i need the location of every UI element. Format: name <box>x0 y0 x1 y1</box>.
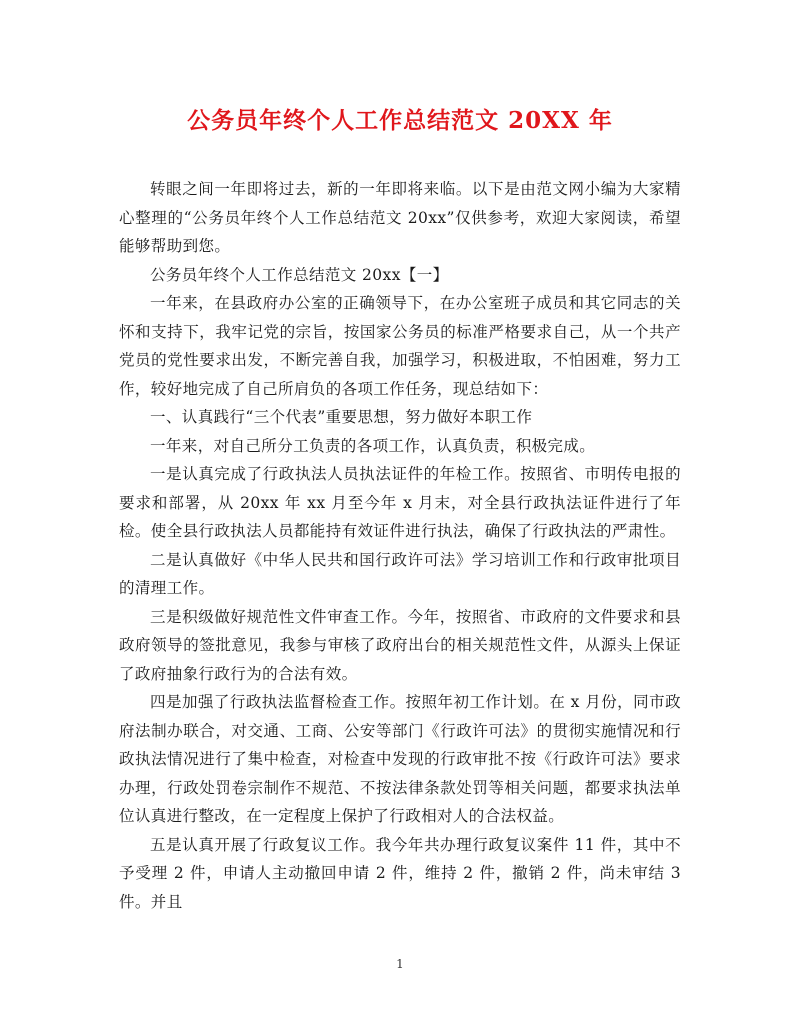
subheading-three-represents: 一、认真践行“三个代表”重要思想，努力做好本职工作 <box>150 408 533 426</box>
paragraph-item-two: 二是认真做好《中华人民共和国行政许可法》学习培训工作和行政审批项目的清理工作。 <box>119 550 681 597</box>
paragraph-item-one: 一是认真完成了行政执法人员执法证件的年检工作。按照省、市明传电报的要求和部署，从 20xx 年 xx 月至今年 x 月末，对全县行政执法证件进行了年检。使全县行政执法人员都能持有效证件进行执法，确保了行政执法的严肃性。 <box>119 465 681 540</box>
paragraph-item-three: 三是积级做好规范性文件审查工作。今年，按照省、市政府的文件要求和县政府领导的签批意见，我参与审核了政府出台的相关规范性文件，从源头上保证了政府抽象行政行为的合法有效。 <box>119 607 681 683</box>
document-title: 公务员年终个人工作总结范文 20XX 年 <box>187 107 613 134</box>
section-heading-one: 公务员年终个人工作总结范文 20xx【一】 <box>150 265 449 284</box>
document-body <box>119 175 681 916</box>
paragraph-responsibility: 一年来，对自己所分工负责的各项工作，认真负责，积极完成。 <box>150 436 596 455</box>
page-number: 1 <box>396 957 404 971</box>
paragraph-intro: 转眼之间一年即将过去，新的一年即将来临。以下是由范文网小编为大家精心整理的“公务员年终个人工作总结范文 20xx”仅供参考，欢迎大家阅读，希望能够帮助到您。 <box>119 180 681 255</box>
paragraph-item-five: 五是认真开展了行政复议工作。我今年共办理行政复议案件 11 件，其中不予受理 2 件，申请人主动撤回申请 2 件，维持 2 件，撤销 2 件，尚未审结 3 件。并且 <box>119 835 681 911</box>
paragraph-item-four: 四是加强了行政执法监督检查工作。按照年初工作计划。在 x 月份，同市政府法制办联合，对交通、工商、公安等部门《行政许可法》的贯彻实施情况和行政执法情况进行了集中检查，对检查中发现的行政审批不按《行政许可法》要求办理，行政处罚卷宗制作不规范、不按法律条款处罚等相关问题，都要求执法单位认真进行整改，在一定程度上保护了行政相对人的合法权益。 <box>119 693 681 825</box>
paragraph-overview: 一年来，在县政府办公室的正确领导下，在办公室班子成员和其它同志的关怀和支持下，我牢记党的宗旨，按国家公务员的标准严格要求自己，从一个共产党员的党性要求出发，不断完善自我，加强学习，积极进取，不怕困难，努力工作，较好地完成了自己所肩负的各项工作任务，现总结如下： <box>119 294 681 398</box>
